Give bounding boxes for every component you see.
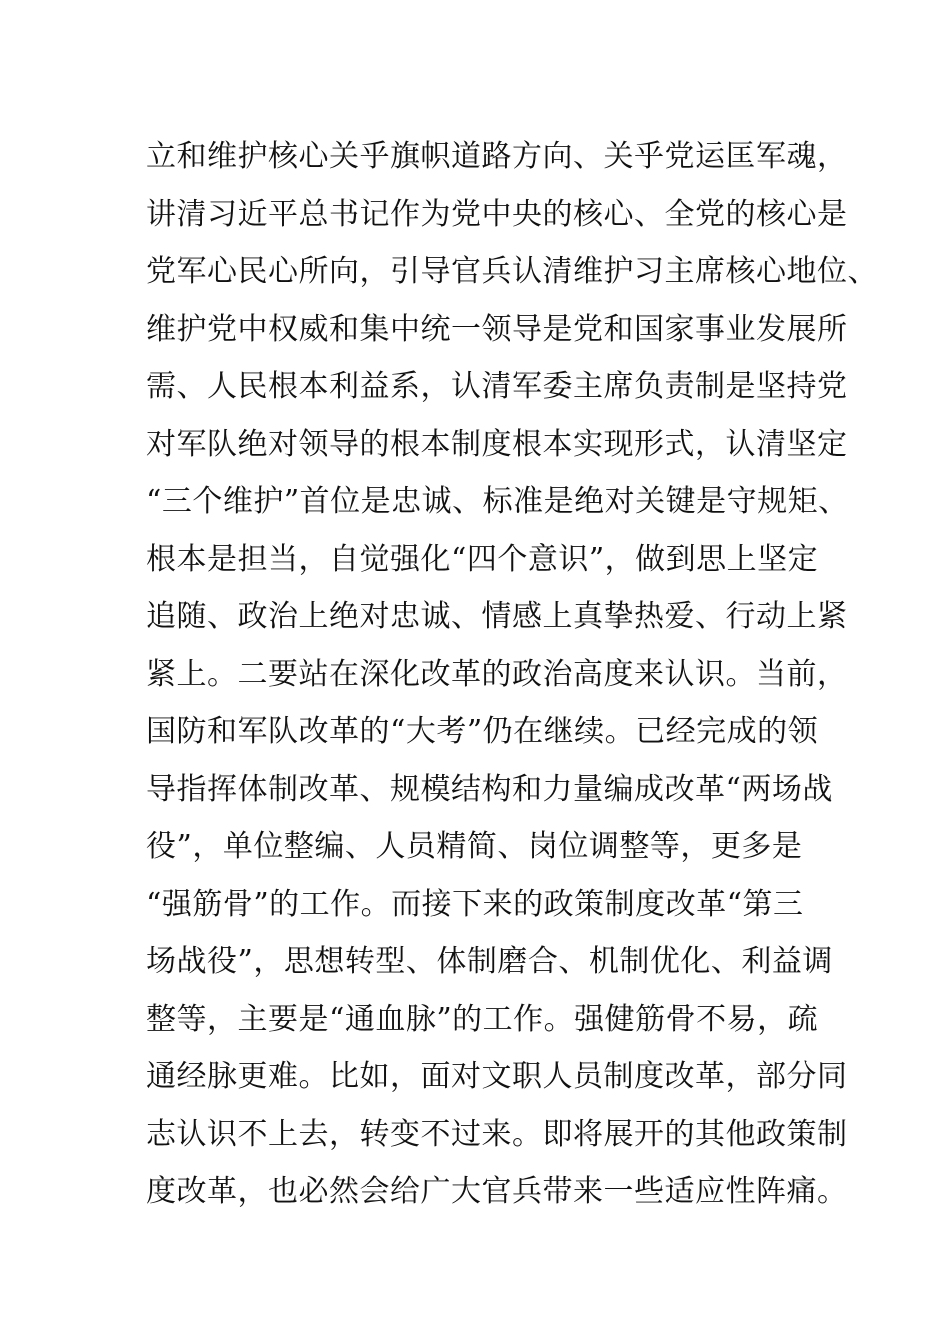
text-line: 需、人民根本利益系，认清军委主席负责制是坚持党 — [146, 369, 848, 404]
text-line: 立和维护核心关乎旗帜道路方向、关乎党运匡军魂， — [146, 139, 848, 174]
text-line: 志认识不上去，转变不过来。即将展开的其他政策制 — [146, 1116, 848, 1152]
text-line: 根本是担当，自觉强化“四个意识”，做到思上坚定 — [146, 541, 819, 577]
text-line: 讲清习近平总书记作为党中央的核心、全党的核心是 — [146, 196, 848, 232]
text-line: 场战役”，思想转型、体制磨合、机制优化、利益调 — [146, 944, 833, 979]
text-line: 国防和军队改革的“大考”仍在继续。已经完成的领 — [146, 714, 819, 749]
text-line: 通经脉更难。比如，面对文职人员制度改革，部分同 — [146, 1059, 848, 1094]
text-line: “三个维护”首位是忠诚、标准是绝对关键是守规矩、 — [146, 484, 849, 519]
text-line: 役”，单位整编、人员精简、岗位调整等，更多是 — [146, 829, 803, 864]
text-line: 党军心民心所向，引导官兵认清维护习主席核心地位、 — [146, 254, 878, 289]
text-line: 对军队绝对领导的根本制度根本实现形式，认清坚定 — [146, 426, 848, 462]
text-line: “强筋骨”的工作。而接下来的政策制度改革“第三 — [146, 886, 804, 922]
body-text — [146, 128, 878, 1221]
text-line: 追随、政治上绝对忠诚、情感上真挚热爱、行动上紧 — [146, 599, 848, 634]
text-line: 紧上。二要站在深化改革的政治高度来认识。当前， — [146, 656, 848, 692]
text-line: 整等，主要是“通血脉”的工作。强健筋骨不易，疏 — [146, 1001, 819, 1037]
text-line: 度改革，也必然会给广大官兵带来一些适应性阵痛。 — [146, 1174, 848, 1209]
text-line: 维护党中权威和集中统一领导是党和国家事业发展所 — [146, 311, 848, 347]
text-line: 导指挥体制改革、规模结构和力量编成改革“两场战 — [146, 771, 833, 807]
